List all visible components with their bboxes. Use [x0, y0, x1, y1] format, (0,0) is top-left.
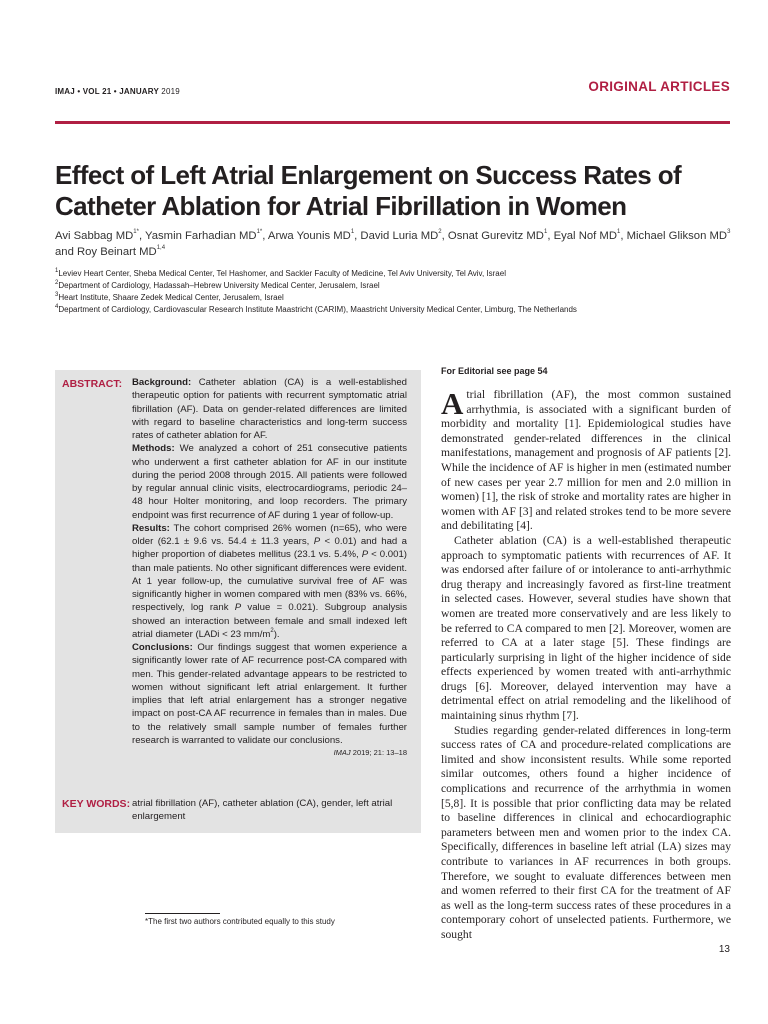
body-paragraph: Atrial fibrillation (AF), the most common sustained arrhythmia, is associated with a significant burden of morbidity and mortality [1]. Epidemiological studies have demonstrated gender-related differences in the clinical manifestations, management and prognosis of AF patients [2]. While the incidence of AF is higher in men (estimated number of new cases per year 2.7 million for men and 2.0 million in women) [1], the risk of stroke and mortality rates are higher in women with AF [3] and related strokes tend to be more severe and debilitating [4].: [441, 386, 731, 533]
journal-header: [55, 87, 180, 96]
drop-cap: A: [441, 386, 464, 421]
article-body: [441, 388, 731, 943]
affiliation-item: $^1$Leviev Heart Center, Sheba Medical Center, Tel Hashomer, and Sackler Faculty of Medicine, Tel Aviv University, Tel Aviv, Israel: [55, 268, 506, 278]
header-divider: [55, 121, 730, 124]
body-paragraph: Studies regarding gender-related differences in long-term success rates of CA and procedure-related complications are limited and show inconsistent results. While some reported similar outcomes, others found a higher incidence of complications and recurrence of the arrhythmia in women [5,8]. It is possible that prior conflicting data may be related to baseline differences in clinical and echocardiographic parameters between men and women prior to the index CA. Specifically, differences in baseline left atrial (LA) sizes may contribute to variances in AF recurrences in both groups. Therefore, we sought to evaluate differences between men and women referred to their first CA for the treatment of AF as well as the long-term success rates of these procedures in a contemporary cohort of unselected patients. Furthermore, we sought: [441, 723, 731, 941]
section-label: ORIGINAL ARTICLES: [588, 79, 730, 94]
abstract-background: Background: Catheter ablation (CA) is a well-established therapeutic option for patients with recurrent symptomatic atrial fibrillation (AF). Data on gender-related differences are limited with regard to baseline characteristics and long-term success rates of catheter ablation for AF.: [132, 377, 407, 441]
article-title: Effect of Left Atrial Enlargement on Success Rates of Catheter Ablation for Atrial Fibrillation in Women: [55, 160, 682, 221]
journal-volume: IMAJ • VOL 21 • JANUARY: [55, 87, 159, 96]
body-paragraph: Catheter ablation (CA) is a well-established therapeutic approach to symptomatic patients with recurrences of AF. It was endorsed after failure of or intolerance to anti-arrhythmic drug therapy and increasingly favored as first-line treatment in selected cases. However, several studies have shown that women are treated more conservatively and are less likely to be referred to CA compared to men [2]. Moreover, women are referred to CA at a later stage [5]. These findings are particularly surprising in light of the higher incidence of side effects experienced by women treated with anti-arrhythmic drugs [6]. Moreover, delayed intervention may have a detrimental effect on atrial remodeling and the likelihood of maintaining sinus rhythm [7].: [441, 533, 731, 723]
affiliation-list: [55, 268, 745, 316]
page-number: 13: [718, 944, 730, 955]
keywords-label: KEY WORDS:: [62, 798, 131, 810]
abstract-conclusions: Conclusions: Our findings suggest that women experience a significantly lower rate of AF recurrence post-CA compared with men. This gender-related advantage appears to be restricted to women without significant left atrial enlargement. It further implies that left atrial enlargement has a stronger negative impact on post-CA AF recurrence in females than in males. Due to the relatively small sample number of females further research is warranted to validate our conclusions.: [132, 642, 407, 746]
abstract-citation: IMAJ 2019; 21: 13–18: [333, 748, 407, 757]
abstract-results: Results: The cohort comprised 26% women (n=65), who were older (62.1 ± 9.6 vs. 54.4 ± 11.3 years, P < 0.01) and had a higher proportion of diabetes mellitus (23.1 vs. 5.4%, P < 0.001) than male patients. No other significant differences were evident. At 1 year follow-up, the cumulative survival free of AF was significantly higher in women compared with men (83% vs. 66%, respectively, log rank P value = 0.021). Subgroup analysis showed an interaction between female and small indexed left atrial diameter (LADi < 23 $mm/m^2$).: [132, 522, 408, 640]
abstract-text: [132, 376, 407, 759]
author-list: Avi Sabbag $MD^{1*}$, Yasmin Farhadian $MD^{1*}$, Arwa Younis $MD^1$, David Luria $MD^2$, Osnat Gurevitz $MD^1$, Eyal Nof $MD^1$, Michael Glikson $MD^3$ and Roy Beinart MD$^{1,4}$: [55, 229, 731, 258]
keywords-text: atrial fibrillation (AF), catheter ablation (CA), gender, left atrial enlargement: [132, 798, 393, 823]
affiliation-item: $^2$Department of Cardiology, Hadassah–Hebrew University Medical Center, Jerusalem, Israel: [55, 280, 380, 290]
journal-year: 2019: [161, 87, 180, 96]
editorial-reference: For Editorial see page 54: [441, 366, 548, 376]
affiliation-item: $^3$Heart Institute, Shaare Zedek Medical Center, Jerusalem, Israel: [55, 292, 284, 302]
abstract-panel: [55, 370, 421, 833]
footnote: *The first two authors contributed equally to this study: [145, 917, 335, 926]
affiliation-item: $^4$Department of Cardiology, Cardiovascular Research Institute Maastricht (CARIM), Maastricht University Medical Center, Limburg, The Netherlands: [55, 304, 577, 314]
abstract-label: ABSTRACT:: [62, 378, 123, 390]
footnote-divider: [145, 913, 220, 914]
abstract-methods: Methods: We analyzed a cohort of 251 consecutive patients who underwent a first catheter ablation for AF in our institute during the period 2008 through 2015. All patients were followed by regular annual clinic visits, electrocardiograms, periodic 24–48 hour Holter monitoring, and loop recorders. The primary endpoint was first recurrence of AF during 1 year of follow-up.: [132, 443, 407, 521]
